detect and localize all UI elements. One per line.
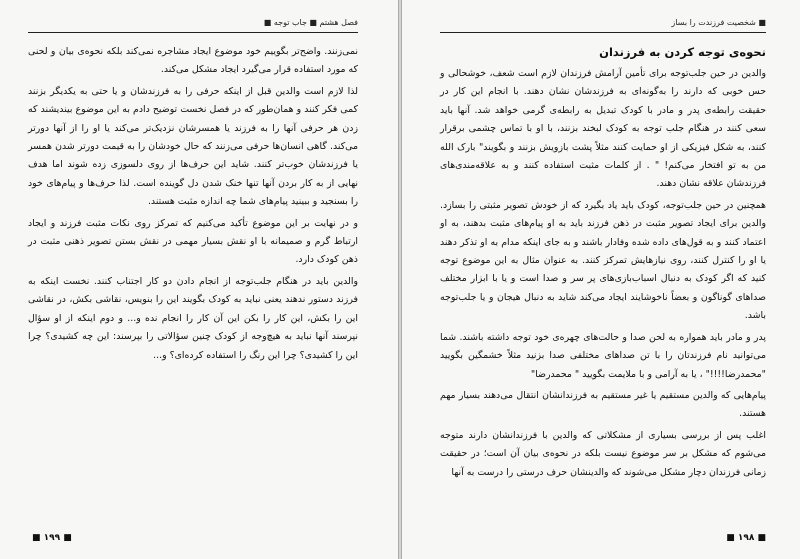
page-number: ■ ۱۹۹ ■: [32, 533, 72, 543]
paragraph: و در نهایت بر این موضوع تأکید می‌کنیم که تمرکز روی نکات مثبت فرزند و ایجاد ارتباط گرم و صمیمانه با او نقش بسیار مهمی در نقش بستن تصویر ذهنی مثبت در ذهن کودک دارد.: [28, 217, 358, 266]
header-rule: [28, 32, 358, 33]
section-title: نحوه‌ی توجه کردن به فرزندان: [599, 45, 766, 59]
paragraph: لذا لازم است والدین قبل از اینکه حرفی را به فرزندشان و یا حتی به یکدیگر بزنند کمی فکر کنند و همان‌طور که در فصل نخست توضیح دادم به این موضوع بیندیشند که زدن هر حرفی آنها را به فرزند یا همسرشان نزدیک‌تر می‌کند یا او را از آنها دورتر می‌کند. گاهی انسان‌ها حرفی می‌زنند که حال خودشان را به قیمت دورتر شدن همسر یا فرزندشان خوب‌تر کنند. شاید این حرف‌ها از روی دلسوزی زده شوند اما هدف نهایی از به کار بردن آنها تنها خنک شدن دل گوینده است. لذا حرف‌ها و پیام‌های خود را بسنجید و ببینید پیام‌های شما چه اندازه مثبت هستند.: [28, 85, 358, 208]
header-rule: [440, 32, 766, 33]
page-number: ■ ۱۹۸ ■: [726, 533, 766, 543]
right-page: [402, 0, 800, 559]
running-header: فصل هشتم ■ جاب توجه ■: [263, 17, 358, 27]
paragraph: اغلب پس از بررسی بسیاری از مشکلاتی که والدین با فرزندانشان دارند متوجه می‌شوم که مشکل بر سر موضوع نیست بلکه در نحوه‌ی بیان آن است؛ در حقیقت زمانی فرزندان دچار مشکل می‌شوند که والدینشان حرف درستی را درست به آنها: [440, 429, 766, 478]
paragraph: پیام‌هایی که والدین مستقیم یا غیر مستقیم به فرزندانشان انتقال می‌دهند بسیار مهم هستند.: [440, 389, 766, 420]
paragraph: نمی‌زنند. واضح‌تر بگوییم خود موضوع ایجاد مشاجره نمی‌کند بلکه نحوه‌ی بیان و لحنی که مورد استفاده قرار می‌گیرد ایجاد مشکل می‌کند.: [28, 46, 358, 76]
right-page-header: [440, 14, 766, 30]
running-header: ■ شخصیت فرزندت را بساز: [671, 17, 766, 27]
paragraph: والدین در حین جلب‌توجه برای تأمین آرامش فرزندان لازم است شعف، خوشحالی و حس خوبی که دارند را به‌گونه‌ای به فرزندشان نشان دهند. با انجام این کار در حقیقت رابطه‌ی پدر و مادر با کودک تبدیل به رابطه‌ی گرمی خواهد شد. آنها باید سعی کنند در هنگام جلب توجه به کودک لبخند بزنند، با او با تماس چشمی برقرار کنند، به شکل فیزیکی از او حمایت کنند مثلاً پشت بازویش بزنند و بگویند" بارک الله من به تو افتخار می‌کنم! " . از کلمات مثبت استفاده کنند و به علاقه‌مندی‌های فرزندشان علاقه نشان دهند.: [440, 68, 766, 190]
paragraph: پدر و مادر باید همواره به لحن صدا و حالت‌های چهره‌ی خود توجه داشته باشند. شما می‌توانید نام فرزندتان را با تن صداهای مختلفی صدا بزنید مثلاً خشمگین بگویید "محمدرضا!!!!" ، یا به آرامی و با ملایمت بگویید " محمدرضا": [440, 331, 766, 380]
left-page: [0, 0, 398, 559]
paragraph: همچنین در حین جلب‌توجه، کودک باید یاد بگیرد که از خودش تصویر مثبتی را بسازد. والدین برای ایجاد تصویر مثبت در ذهن فرزند باید به او پیام‌های مثبت بدهند، به او اعتماد کنند و به قول‌های داده شده وفادار باشند و به جای اینکه مدام به او تذکر دهند یا او را کنترل کنند، روی نیازهایش تمرکز کنند. به عنوان مثال به این موضوع توجه کنید که اگر کودک به دنبال اسباب‌بازی‌های پر سر و صدا است و یا با ابزار مختلف صداهای گوناگون و بعضاً ناخوشایند ایجاد می‌کند شاید به دنبال هیجان و یا جلب‌توجه باشد.: [440, 199, 766, 322]
left-page-header: [28, 14, 358, 30]
paragraph: والدین باید در هنگام جلب‌توجه از انجام دادن دو کار اجتناب کنند. نخست اینکه به فرزند دستور ندهند یعنی نباید به کودک بگویند این را بنویس، نقاشی بکش، در نقاشی این را بکش، این کار را بکن این آن کار را انجام نده و... و دوم اینکه از او سؤال نپرسند آنها نباید به هیچ‌وجه از کودک چنین سؤالاتی را بپرسند: این چه کشیدی؟ چرا این را کشیدی؟ چرا این رنگ را استفاده کرده‌ای؟ و...: [28, 275, 358, 361]
